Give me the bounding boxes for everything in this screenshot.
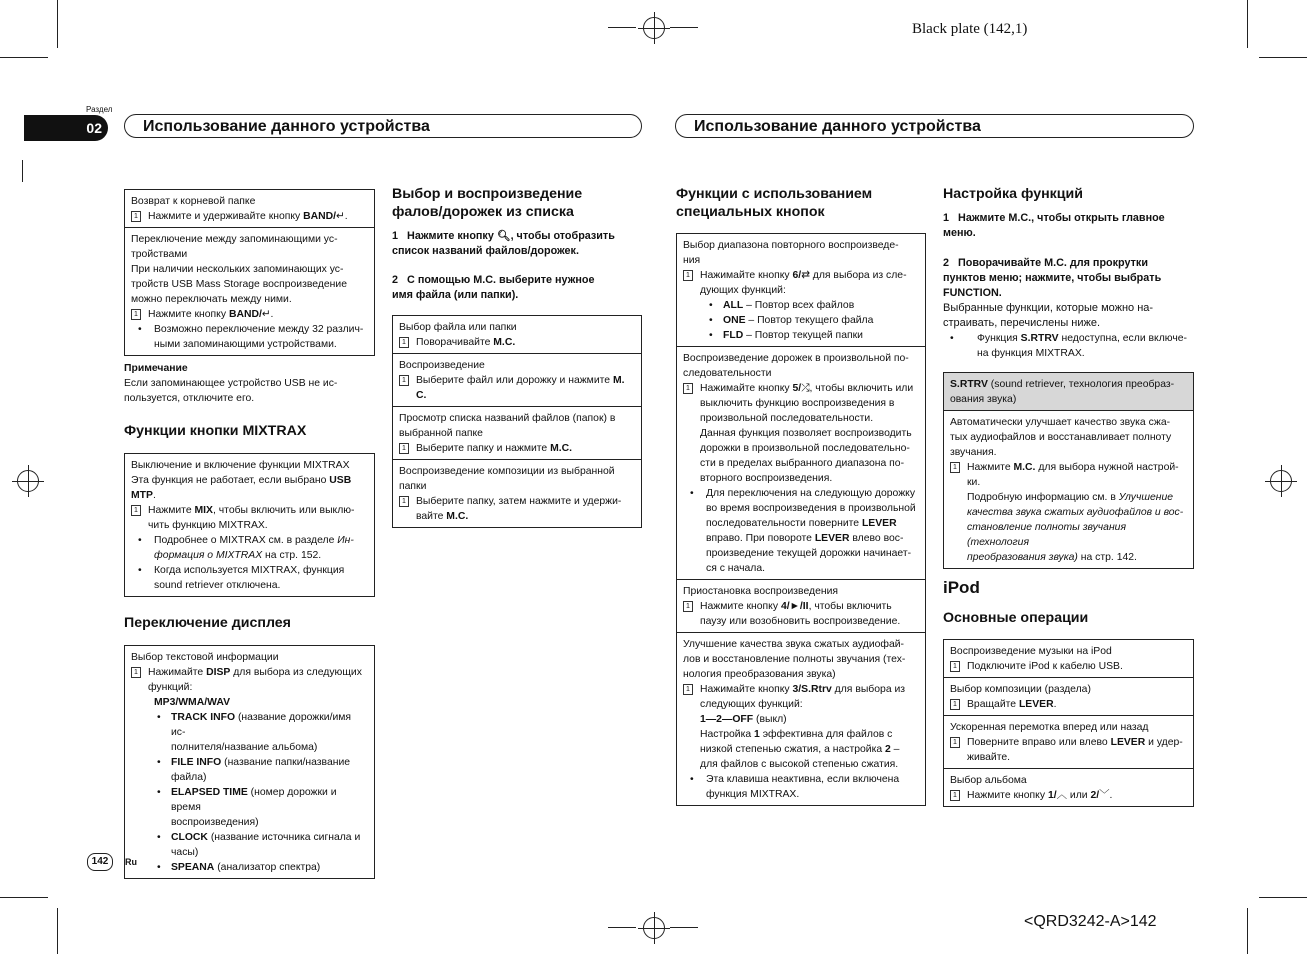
list-item: • ELAPSED TIME (номер дорожки и время воспроизведения) <box>131 785 368 830</box>
text-line: вторного воспроизведения. <box>700 473 833 484</box>
list-item: • SPEANA (анализатор спектра) <box>131 860 368 875</box>
text-line: произвольной последовательности. <box>700 413 874 424</box>
crop-mark <box>1259 897 1307 898</box>
ipod-heading: iPod <box>943 578 980 597</box>
crop-mark <box>1259 57 1307 58</box>
list-item: • ONE – Повтор текущего файла <box>683 313 919 328</box>
crop-mark <box>670 27 698 28</box>
crop-mark <box>608 27 636 28</box>
crop-mark <box>57 908 58 954</box>
list-item: • FLD – Повтор текущей папки <box>683 328 919 343</box>
row-title: Возврат к корневой папке <box>131 196 256 207</box>
mixtrax-table: Выключение и включение функции MIXTRAX Эта функция не работает, если выбрано USB MTP. 1 Нажмите MIX, чтобы включить или выклю- чить функцию MIXTRAX. • Подробнее о MIXTRAX см. в разделе Ин- формация о MIXTRAX на стр. 152. • Когда используется MIXTRAX, функция sound retriever отключена. <box>124 453 375 597</box>
list-item: • TRACK INFO (название дорожки/имя ис- полнителя/название альбома) <box>131 710 368 755</box>
settings-heading: Настройка функций <box>943 186 1083 202</box>
registration-mark <box>17 470 39 492</box>
crop-mark <box>22 160 23 182</box>
display-heading: Переключение дисплея <box>124 615 291 631</box>
band-icon: ↵. <box>336 211 348 222</box>
note-block: Примечание Если запоминающее устройство USB не ис- пользуется, отключите его. <box>124 363 338 404</box>
text-line: сти в пределах выбранного диапазона по- <box>700 458 905 469</box>
list-item: • Возможно переключение между 32 различ- ными запоминающими устройствами. <box>131 322 368 352</box>
crop-mark <box>670 927 698 928</box>
page-title-right: Использование данного устройства <box>675 114 1194 138</box>
crop-mark <box>608 927 636 928</box>
crop-mark <box>0 897 48 898</box>
text-line: выключить функцию воспроизведения в <box>700 398 895 409</box>
repeat-icon: ⇄ <box>801 270 810 281</box>
search-icon: 🔍︎ <box>496 230 511 242</box>
settings-steps: 1 Нажмите M.C., чтобы открыть главное меню. 2 Поворачивайте M.C. для прокрутки пунктов меню; нажмите, чтобы выбрать FUNCTION. Выбранные функции, которые можно на- страивать, перечислены ниже. • Функция S.RTRV недоступна, если включе- на функция MIXTRAX. <box>943 211 1195 361</box>
crop-mark <box>57 0 58 48</box>
down-icon: ﹀ <box>1099 790 1110 801</box>
crop-mark <box>0 57 48 58</box>
text-line: дорожки в произвольной последовательно- <box>700 443 910 454</box>
special-keys-table: Выбор диапазона повторного воспроизведе- ния 1 Нажимайте кнопку 6/⇄ для выбора из сле- дующих функций: • ALL – Повтор всех файлов • ONE – Повтор текущего файла • FLD – Повтор текущей папки Воспроизведение дорожек в произвольной по- следовательности 1 Нажимайте кнопку 5/⤮, чтобы включить или выключить функцию воспроизведения в произвольной последовательности. Данная функция позволяет воспроизводить дорожки в произвольной последовательно- сти в пределах выбранного диапазона по- вторного воспроизведения. • Для переключения на следующую дорожку во время воспроизведения в произвольной последовательности поверните LEVER вправо. При повороте LEVER влево вос- произведение текущей дорожки начинает- ся с начала. Приостановка воспроизведения 1 Нажмите кнопку 4/►/II, чтобы включить паузу или возобновить воспроизведение. Улучшение качества звука сжатых аудиофай- лов и восстановление полноты звучания (тех- нология преобразования звука) 1 Нажимайте кнопку 3/S.Rtrv для выбора из следующих функций: 1—2—OFF (выкл) Настройка 1 эффективна для файлов с низкой степенью сжатия, а настройка 2 – для файлов с высокой степенью сжатия. • Эта клавиша неактивна, если включена функция MIXTRAX. <box>676 233 926 806</box>
crop-mark <box>1247 0 1248 48</box>
section-number: 02 <box>24 115 108 141</box>
basic-ops-heading: Основные операции <box>943 610 1089 626</box>
list-item: • ALL – Повтор всех файлов <box>683 298 919 313</box>
list-item: • CLOCK (название источника сигнала и часы) <box>131 830 368 860</box>
page-title-left: Использование данного устройства <box>124 114 642 138</box>
page-number: 142 <box>87 853 113 871</box>
band-icon: ↵. <box>261 309 274 320</box>
root-folder-table: Возврат к корневой папке 1 Нажмите и удерживайте кнопку BAND/↵. Переключение между запоминающими ус- тройствами При наличии нескольких запоминающих ус- тройств USB Mass Storage воспроизведение можно переключать между ними. 1 Нажмите кнопку BAND/↵. • Возможно переключение между 32 различ- ными запоминающими устройствами. <box>124 189 375 356</box>
file-select-table: Выбор файла или папки 1 Поворачивайте M.C. Воспроизведение 1 Выберите файл или дорожку и нажмите M. C. Просмотр списка названий файлов (папок) в выбранной папке 1 Выберите папку и нажмите M.C. Воспроизведение композиции из выбранной папки 1 Выберите папку, затем нажмите и удержи- вайте M.C. <box>392 315 642 528</box>
list-heading: Выбор и воспроизведение фалов/дорожек из списка <box>392 186 583 220</box>
list-item: • FILE INFO (название папки/название файла) <box>131 755 368 785</box>
step-marker: 1 <box>131 211 141 222</box>
registration-mark <box>643 917 665 939</box>
up-icon: ︿ <box>1056 790 1067 801</box>
registration-mark <box>643 17 665 39</box>
text-line: Данная функция позволяет воспроизводить <box>700 428 912 439</box>
registration-mark <box>1270 470 1292 492</box>
mixtrax-heading: Функции кнопки MIXTRAX <box>124 423 307 439</box>
language-code: Ru <box>125 857 137 867</box>
special-keys-heading: Функции с использованием специальных кнопок <box>676 186 873 220</box>
display-table: Выбор текстовой информации 1 Нажимайте DISP для выбора из следующих функций: MP3/WMA/WAV • TRACK INFO (название дорожки/имя ис- полнителя/название альбома) • FILE INFO (название папки/название файла) • ELAPSED TIME (номер дорожки и время воспроизведения) • CLOCK (название источника сигнала и часы) • SPEANA (анализатор спектра) <box>124 645 375 879</box>
ipod-ops-table: Воспроизведение музыки на iPod 1 Подключите iPod к кабелю USB. Выбор композиции (раздела) 1 Вращайте LEVER. Ускоренная перемотка вперед или назад 1 Поверните вправо или влево LEVER и удер- живайте. Выбор альбома 1 Нажмите кнопку 1/︿ или 2/﹀. <box>943 639 1194 807</box>
shuffle-icon: ⤮ <box>801 383 810 394</box>
section-label: Раздел <box>86 105 113 114</box>
plate-label: Black plate (142,1) <box>912 21 1028 37</box>
list-steps: 1 Нажмите кнопку 🔍︎, чтобы отобразить список названий файлов/дорожек. 2 С помощью M.C. выберите нужное имя файла (или папки). <box>392 230 615 301</box>
document-code: <QRD3242-A>142 <box>1024 913 1157 930</box>
crop-mark <box>1247 908 1248 954</box>
srtrv-table: S.RTRV (sound retriever, технология преобраз- ования звука) Автоматически улучшает качество звука сжа- тых аудиофайлов и восстанавливает полноту звучания. 1 Нажмите M.C. для выбора нужной настрой- ки. Подробную информацию см. в Улучшение качества звука сжатых аудиофайлов и вос- становление полноты звучания (технология преобразования звука) на стр. 142. <box>943 372 1194 569</box>
